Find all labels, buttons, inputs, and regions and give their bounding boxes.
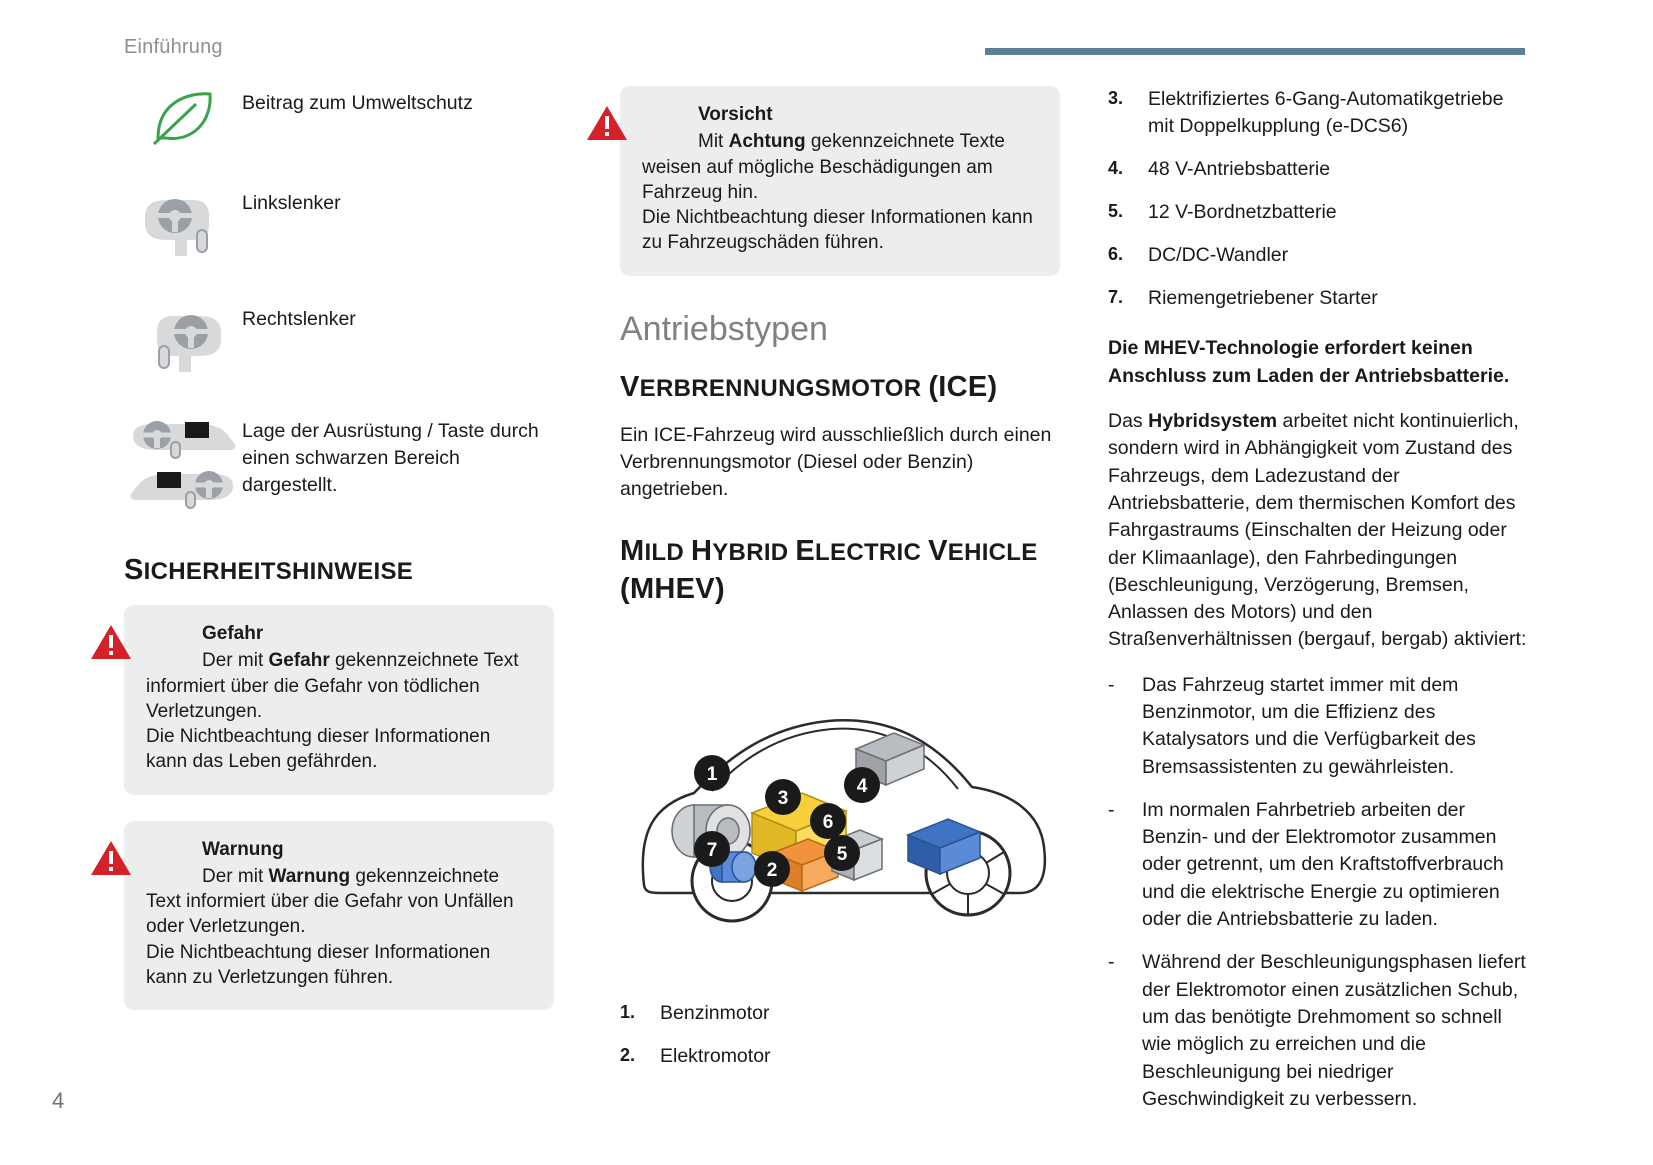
list-item (1108, 86, 1528, 140)
paragraph-hybridsystem (1108, 408, 1528, 654)
list-number: 6. (1108, 243, 1124, 264)
list-text: 12 V-Bordnetzbatterie (1148, 200, 1337, 223)
list-item (1108, 797, 1528, 933)
list-item (1108, 156, 1528, 183)
list-item (1108, 242, 1528, 269)
callout-caution (620, 86, 1060, 276)
legend-item-right-hand-drive (124, 302, 554, 378)
list-item (620, 1043, 1060, 1070)
svg-text:3: 3 (777, 787, 789, 809)
list-number: 1. (620, 1001, 636, 1022)
legend-label: Beitrag zum Umweltschutz (242, 92, 473, 114)
svg-text:4: 4 (856, 775, 868, 797)
callout-line-2: weisen auf mögliche Beschädigungen am Fahrzeug hin. (642, 156, 993, 203)
callout-warning (124, 821, 554, 1011)
column-middle (620, 86, 1060, 1086)
column-left (124, 86, 554, 1036)
list-text: Im normalen Fahrbetrieb arbeiten der Benzin- und der Elektromotor zusammen oder getrennt, um den Kraftstoffverbrauch und die elektrische Energie zu optimieren oder die Antriebsbatterie zu laden. (1142, 798, 1504, 931)
left-hand-drive-icon (124, 186, 242, 262)
list-text: 48 V-Antriebsbatterie (1148, 157, 1331, 180)
callout-line-3: Die Nichtbeachtung dieser Informationen kann zu Fahrzeugschäden führen. (642, 207, 1033, 254)
list-dash: - (1108, 951, 1115, 974)
callout-danger (124, 605, 554, 795)
list-item (620, 1000, 1060, 1027)
page-title-antriebstypen: Antriebstypen (620, 309, 828, 348)
legend-item-equipment-location (124, 418, 554, 510)
list-text: Elektrifiziertes 6-Gang-Automatikgetriebe mit Doppelkupplung (e-DCS6) (1148, 88, 1504, 137)
figure-legend-list (620, 1000, 1060, 1070)
callout-line-2: informiert über die Gefahr von tödlichen Verletzungen. (146, 675, 480, 722)
heading-ice: VERBRENNUNGSMOTOR (ICE) (620, 370, 998, 403)
callout-line-1: Der mit Gefahr gekennzeichnete Text (202, 650, 519, 672)
svg-text:2: 2 (766, 859, 778, 881)
mhev-behaviour-list (1108, 672, 1528, 1113)
list-text: Riemengetriebener Starter (1148, 286, 1378, 309)
list-number: 4. (1108, 157, 1124, 178)
paragraph-pre: Das (1108, 410, 1149, 433)
callout-title: Gefahr (202, 623, 264, 644)
paragraph-bold-inline: Hybridsystem (1148, 410, 1278, 433)
list-text: Elektromotor (660, 1044, 771, 1067)
right-hand-drive-icon (124, 302, 242, 378)
list-number: 5. (1108, 200, 1124, 221)
legend-label: Linkslenker (242, 192, 341, 214)
list-text: Das Fahrzeug startet immer mit dem Benzinmotor, um die Effizienz des Katalysators und die Verfügbarkeit des Bremsassistenten zu gewährleisten. (1142, 673, 1476, 778)
legend-item-left-hand-drive (124, 186, 554, 262)
equipment-location-icon (124, 418, 242, 510)
callout-line-2: Text informiert über die Gefahr von Unfällen oder Verletzungen. (146, 891, 514, 938)
legend-item-environment (124, 86, 554, 148)
paragraph-bold-lead: Die MHEV-Technologie erfordert keinen Anschluss zum Laden der Antriebsbatterie. (1108, 337, 1510, 387)
list-item (1108, 672, 1528, 781)
callout-line-3: Die Nichtbeachtung dieser Informationen kann zu Verletzungen führen. (146, 941, 491, 988)
svg-text:5: 5 (836, 843, 848, 865)
callout-line-3: Die Nichtbeachtung dieser Informationen kann das Leben gefährden. (146, 726, 491, 773)
leaf-icon (124, 86, 242, 148)
page-number: 4 (52, 1088, 65, 1113)
header-section-label: Einführung (124, 36, 223, 58)
list-number: 7. (1108, 286, 1124, 307)
warning-triangle-icon (90, 623, 132, 661)
warning-triangle-icon (90, 839, 132, 877)
svg-text:7: 7 (706, 839, 718, 861)
warning-triangle-icon (586, 104, 628, 142)
list-number: 3. (1108, 88, 1124, 108)
list-text: Während der Beschleunigungsphasen liefert der Elektromotor einen zusätzlichen Schub, um das benötigte Drehmoment so schnell wie möglich zu erreichen und die Beschleunigung bei niedriger Geschwindigkeit zu verbessern. (1142, 951, 1526, 1110)
figure-legend-list-continued (1108, 86, 1528, 311)
callout-title: Vorsicht (698, 104, 773, 125)
paragraph-mhev-bold (1108, 335, 1528, 390)
svg-text:1: 1 (706, 763, 718, 785)
callout-line-1: Mit Achtung gekennzeichnete Texte (698, 131, 1005, 153)
heading-mhev: MILD HYBRID ELECTRIC VEHICLE (MHEV) (620, 535, 1038, 606)
legend-label: Lage der Ausrüstung / Taste durch einen schwarzen Bereich dargestellt. (242, 420, 539, 496)
list-text: Benzinmotor (660, 1001, 770, 1024)
mhev-powertrain-diagram (620, 635, 1060, 970)
paragraph-post: arbeitet nicht kontinuierlich, sondern wird in Abhängigkeit vom Zustand des Fahrzeugs, dem Ladezustand der Antriebsbatterie, dem thermischen Komfort des Fahrgastraums (Einschalten der Heizung oder der Klimaanlage), den Fahrbedingungen (Beschleunigung, Verzögerung, Bremsen, Anlassen des Motors) und den Straßenverhältnissen (bergauf, bergab) aktiviert: (1108, 410, 1527, 651)
list-number: 2. (620, 1044, 636, 1065)
list-item (1108, 949, 1528, 1113)
callout-title: Warnung (202, 838, 284, 860)
list-item (1108, 199, 1528, 226)
callout-line-1: Der mit Warnung gekennzeichnete (202, 865, 500, 887)
header-accent-rule (985, 48, 1525, 55)
list-item (1108, 285, 1528, 312)
svg-text:6: 6 (822, 811, 834, 833)
safety-notices-heading: SICHERHEITSHINWEISE (124, 554, 414, 586)
list-dash: - (1108, 673, 1115, 696)
legend-label: Rechtslenker (242, 308, 356, 330)
list-text: DC/DC-Wandler (1148, 243, 1289, 266)
paragraph-ice: Ein ICE-Fahrzeug wird ausschließlich durch einen Verbrennungsmotor (Diesel oder Benzin) angetrieben. (620, 423, 1052, 501)
column-right (1108, 86, 1528, 1129)
list-dash: - (1108, 798, 1115, 821)
